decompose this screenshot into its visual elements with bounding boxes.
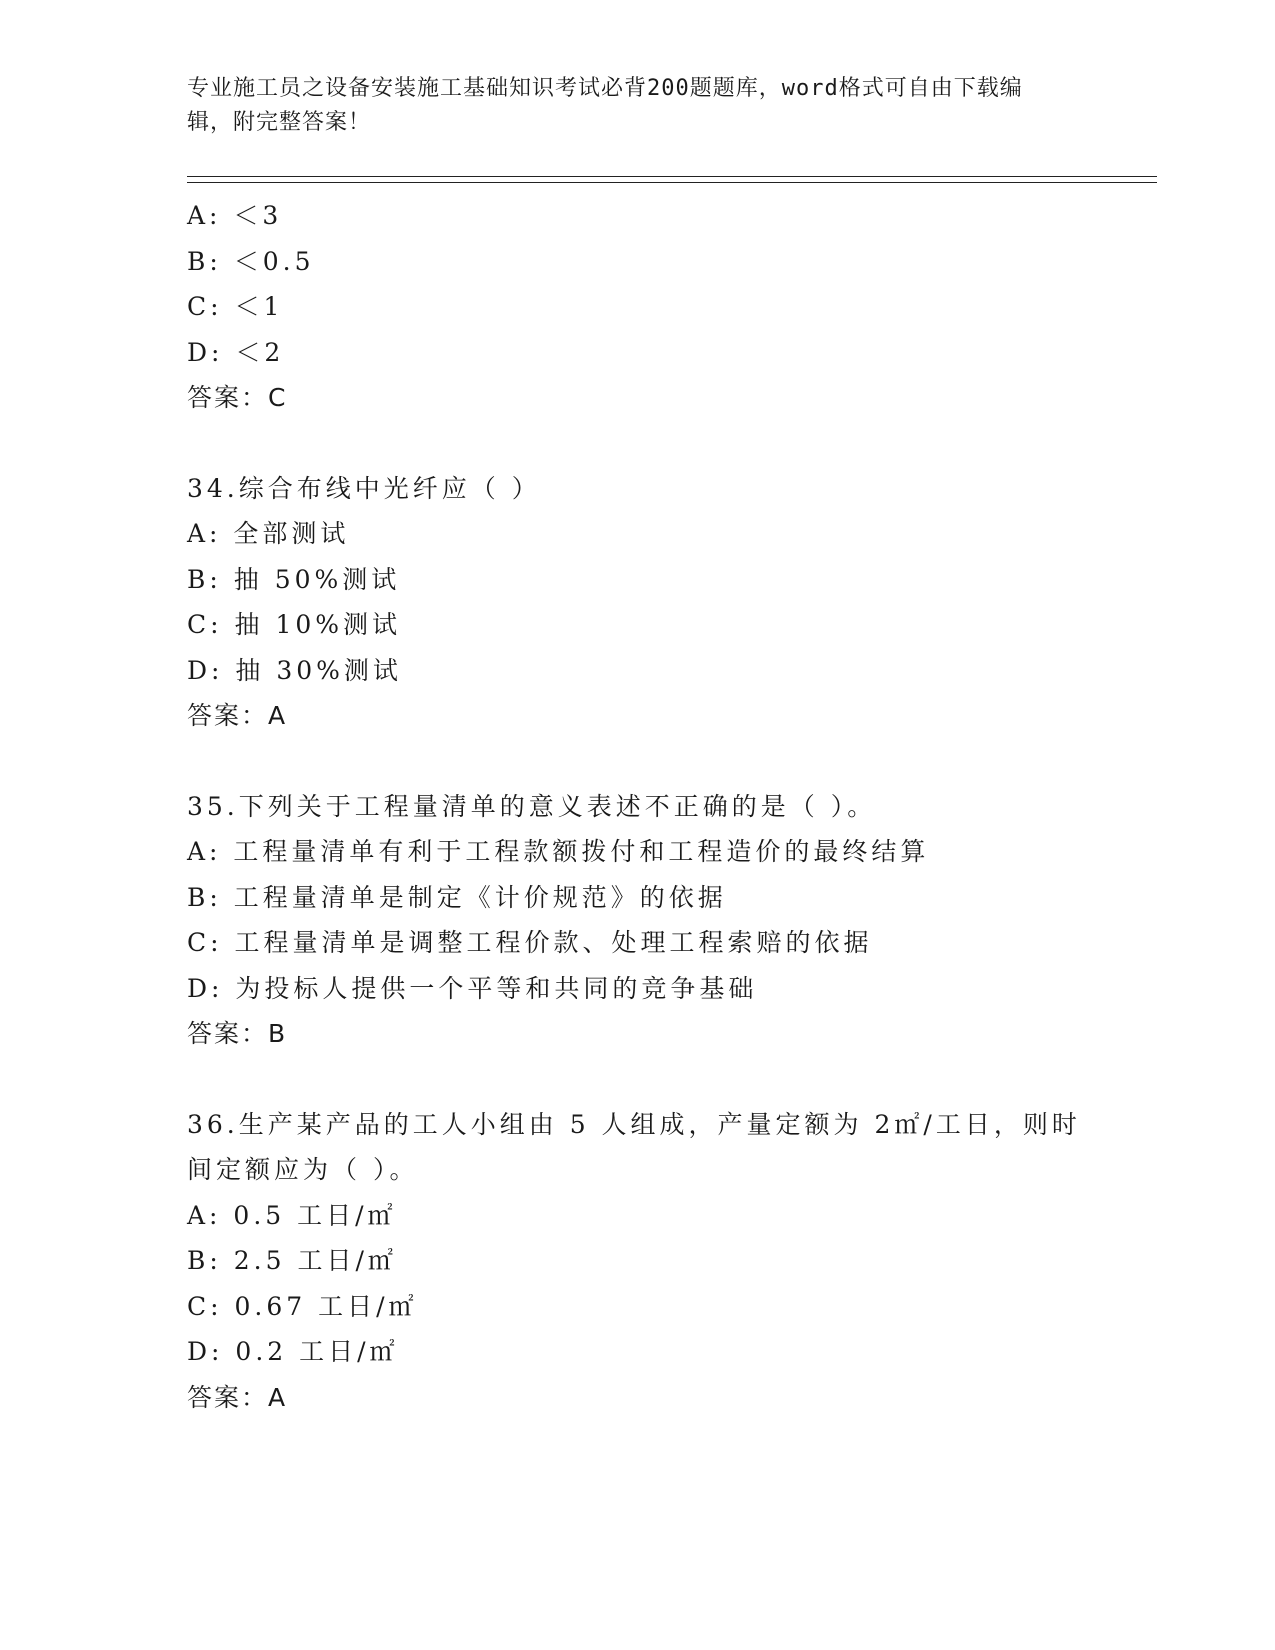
question-title: 35.下列关于工程量清单的意义表述不正确的是（ ）。 [187, 791, 877, 821]
option-b: B: 抽 50%测试 [187, 564, 401, 594]
question-list [187, 193, 1157, 1420]
question-title: 34.综合布线中光纤应（ ） [187, 473, 541, 503]
option-a: A: 0.5 工日/㎡ [187, 1200, 397, 1230]
option-b: B: ＜0.5 [187, 246, 315, 276]
document-page [187, 72, 1157, 1420]
question-block-36 [187, 1102, 1157, 1421]
question-block-33 [187, 193, 1157, 421]
answer-line: 答案：A [187, 701, 288, 730]
option-a: A: 全部测试 [187, 519, 350, 548]
spacer [187, 421, 1157, 466]
option-d: D: 抽 30%测试 [187, 655, 402, 685]
header-divider [187, 176, 1157, 183]
option-a: A: 工程量清单有利于工程款额拨付和工程造价的最终结算 [187, 837, 930, 866]
answer-line: 答案：B [187, 1019, 288, 1048]
answer-line: 答案：A [187, 1382, 288, 1412]
option-d: D: 0.2 工日/㎡ [187, 1337, 399, 1366]
spacer [187, 1057, 1157, 1102]
question-block-35 [187, 784, 1157, 1057]
question-block-34 [187, 466, 1157, 739]
spacer [187, 739, 1157, 784]
document-header: 专业施工员之设备安装施工基础知识考试必背200题题库，word格式可自由下载编辑，附完整答案！ [187, 76, 1023, 135]
option-a: A: ＜3 [187, 201, 283, 230]
option-c: C: 抽 10%测试 [187, 610, 402, 639]
answer-line: 答案：C [187, 383, 288, 412]
option-c: C: ＜1 [187, 292, 284, 321]
option-d: D: ＜2 [187, 337, 285, 367]
option-c: C: 0.67 工日/㎡ [187, 1291, 418, 1321]
option-d: D: 为投标人提供一个平等和共同的竞争基础 [187, 973, 758, 1003]
option-b: B: 2.5 工日/㎡ [187, 1246, 397, 1275]
option-b: B: 工程量清单是制定《计价规范》的依据 [187, 882, 727, 912]
question-title: 36.生产某产品的工人小组由 5 人组成，产量定额为 2㎡/工日，则时间定额应为（ ）。 [187, 1109, 1081, 1184]
option-c: C: 工程量清单是调整工程价款、处理工程索赔的依据 [187, 928, 873, 957]
